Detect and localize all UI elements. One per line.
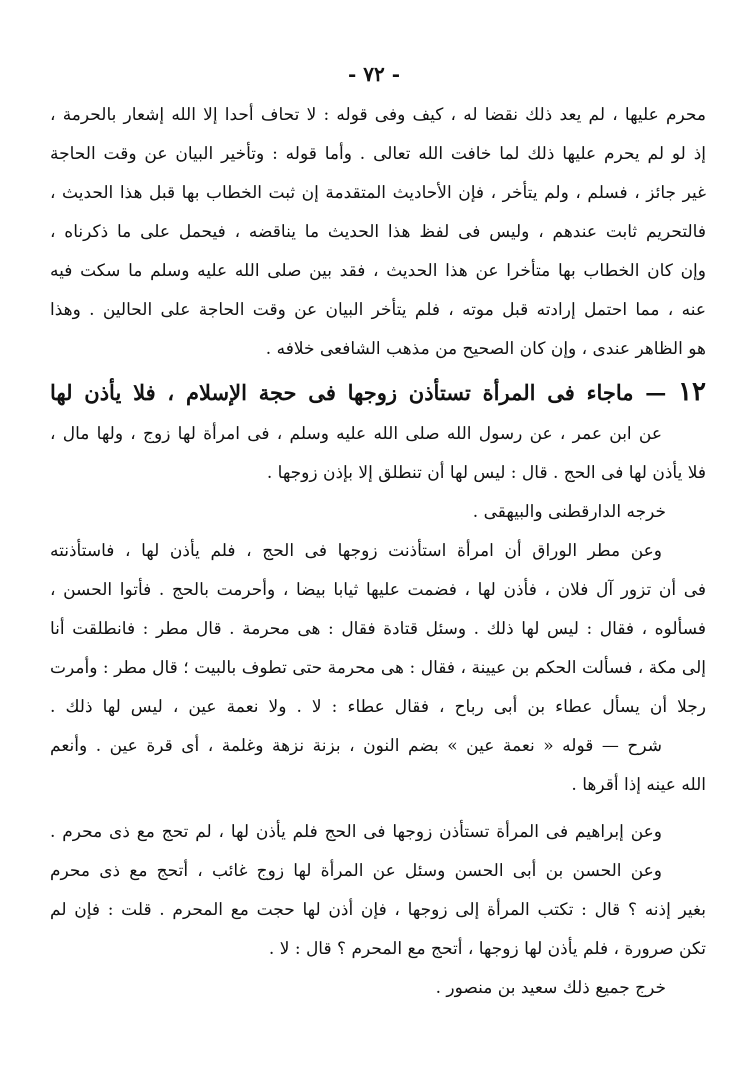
text-line: وإن كان الخطاب بها متأخرا عن هذا الحديث ، فقد بين صلى الله عليه وسلم ما سكت فيه	[50, 261, 706, 281]
section-number: ١٢	[678, 377, 706, 407]
text-line: فى أن تزور آل فلان ، فأذن لها ، فضمت عليها ثيابا بيضا ، وأحرمت بالحج . فأتوا الحسن ،	[50, 580, 706, 600]
source-note: خرجه الدارقطنى والبيهقى .	[472, 502, 666, 522]
text-line: فسألوه ، فقال : ليس لها ذلك . وسئل قتادة فقال : هى محرمة . قال مطر : فانطلقت أنا	[50, 619, 706, 639]
section-heading	[50, 369, 706, 415]
text-line: وعن مطر الوراق أن امرأة استأذنت زوجها فى الحج ، فلم يأذن لها ، فاستأذنته	[50, 541, 662, 561]
text-line: وعن الحسن بن أبى الحسن وسئل عن المرأة لها زوج غائب ، أتحج مع ذى محرم	[50, 861, 662, 881]
commentary-line: شرح — قوله « نعمة عين » بضم النون ، بزنة نزهة وغلمة ، أى قرة عين . وأنعم	[50, 736, 662, 756]
document-body	[50, 96, 706, 1008]
text-line: وعن إبراهيم فى المرأة تستأذن زوجها فى الحج فلم يأذن لها ، لم تحج مع ذى محرم .	[50, 822, 662, 842]
text-line: رجلا أن يسأل عطاء بن أبى رباح ، فقال عطاء : لا . ولا نعمة عين ، ليس لها ذلك .	[50, 697, 706, 717]
text-line: هو الظاهر عندى ، وإن كان الصحيح من مذهب الشافعى خلافه .	[265, 339, 706, 359]
source-note: خرج جميع ذلك سعيد بن منصور .	[435, 978, 666, 998]
text-line: عنه ، مما احتمل إرادته قبل موته ، فلم يتأخر البيان عن وقت الحاجة على الحالين . وهذا	[50, 300, 706, 320]
text-line: محرم عليها ، لم يعد ذلك نقضا له ، كيف وفى قوله : لا تحاف أحدا إلا الله إشعار بالحرمة ،	[50, 105, 706, 125]
text-line: فالتحريم ثابت عندهم ، وليس فى لفظ هذا الحديث ما يناقضه ، فيحمل على ما ذكرناه ،	[50, 222, 706, 242]
text-line: عن ابن عمر ، عن رسول الله صلى الله عليه وسلم ، فى امرأة لها زوج ، ولها مال ،	[50, 424, 662, 444]
text-line: تكن صرورة ، فلم يأذن لها زوجها ، أتحج مع المحرم ؟ قال : لا .	[268, 939, 706, 959]
commentary-line: الله عينه إذا أقرها .	[571, 775, 706, 795]
text-line: فلا يأذن لها فى الحج . قال : ليس لها أن تنطلق إلا بإذن زوجها .	[266, 463, 706, 483]
text-line: إذ لو لم يحرم عليها ذلك لما خافت الله تعالى . وأما قوله : وتأخير البيان عن وقت الحاجة	[50, 144, 706, 164]
page-number: - ٧٢ -	[347, 62, 400, 86]
section-title: — ماجاء فى المرأة تستأذن زوجها فى حجة الإسلام ، فلا يأذن لها	[50, 380, 667, 405]
text-line: إلى مكة ، فسألت الحكم بن عيينة ، فقال : هى محرمة حتى تطوف بالبيت ؛ قال مطر : وأمرت	[50, 658, 706, 678]
text-line: غير جائز ، فسلم ، ولم يتأخر ، فإن الأحاديث المتقدمة إن ثبت الخطاب بها قبل هذا الحديث ،	[50, 183, 706, 203]
text-line: بغير إذنه ؟ قال : تكتب المرأة إلى زوجها ، فإن أذن لها حجت مع المحرم . قلت : فإن لم	[50, 900, 706, 920]
